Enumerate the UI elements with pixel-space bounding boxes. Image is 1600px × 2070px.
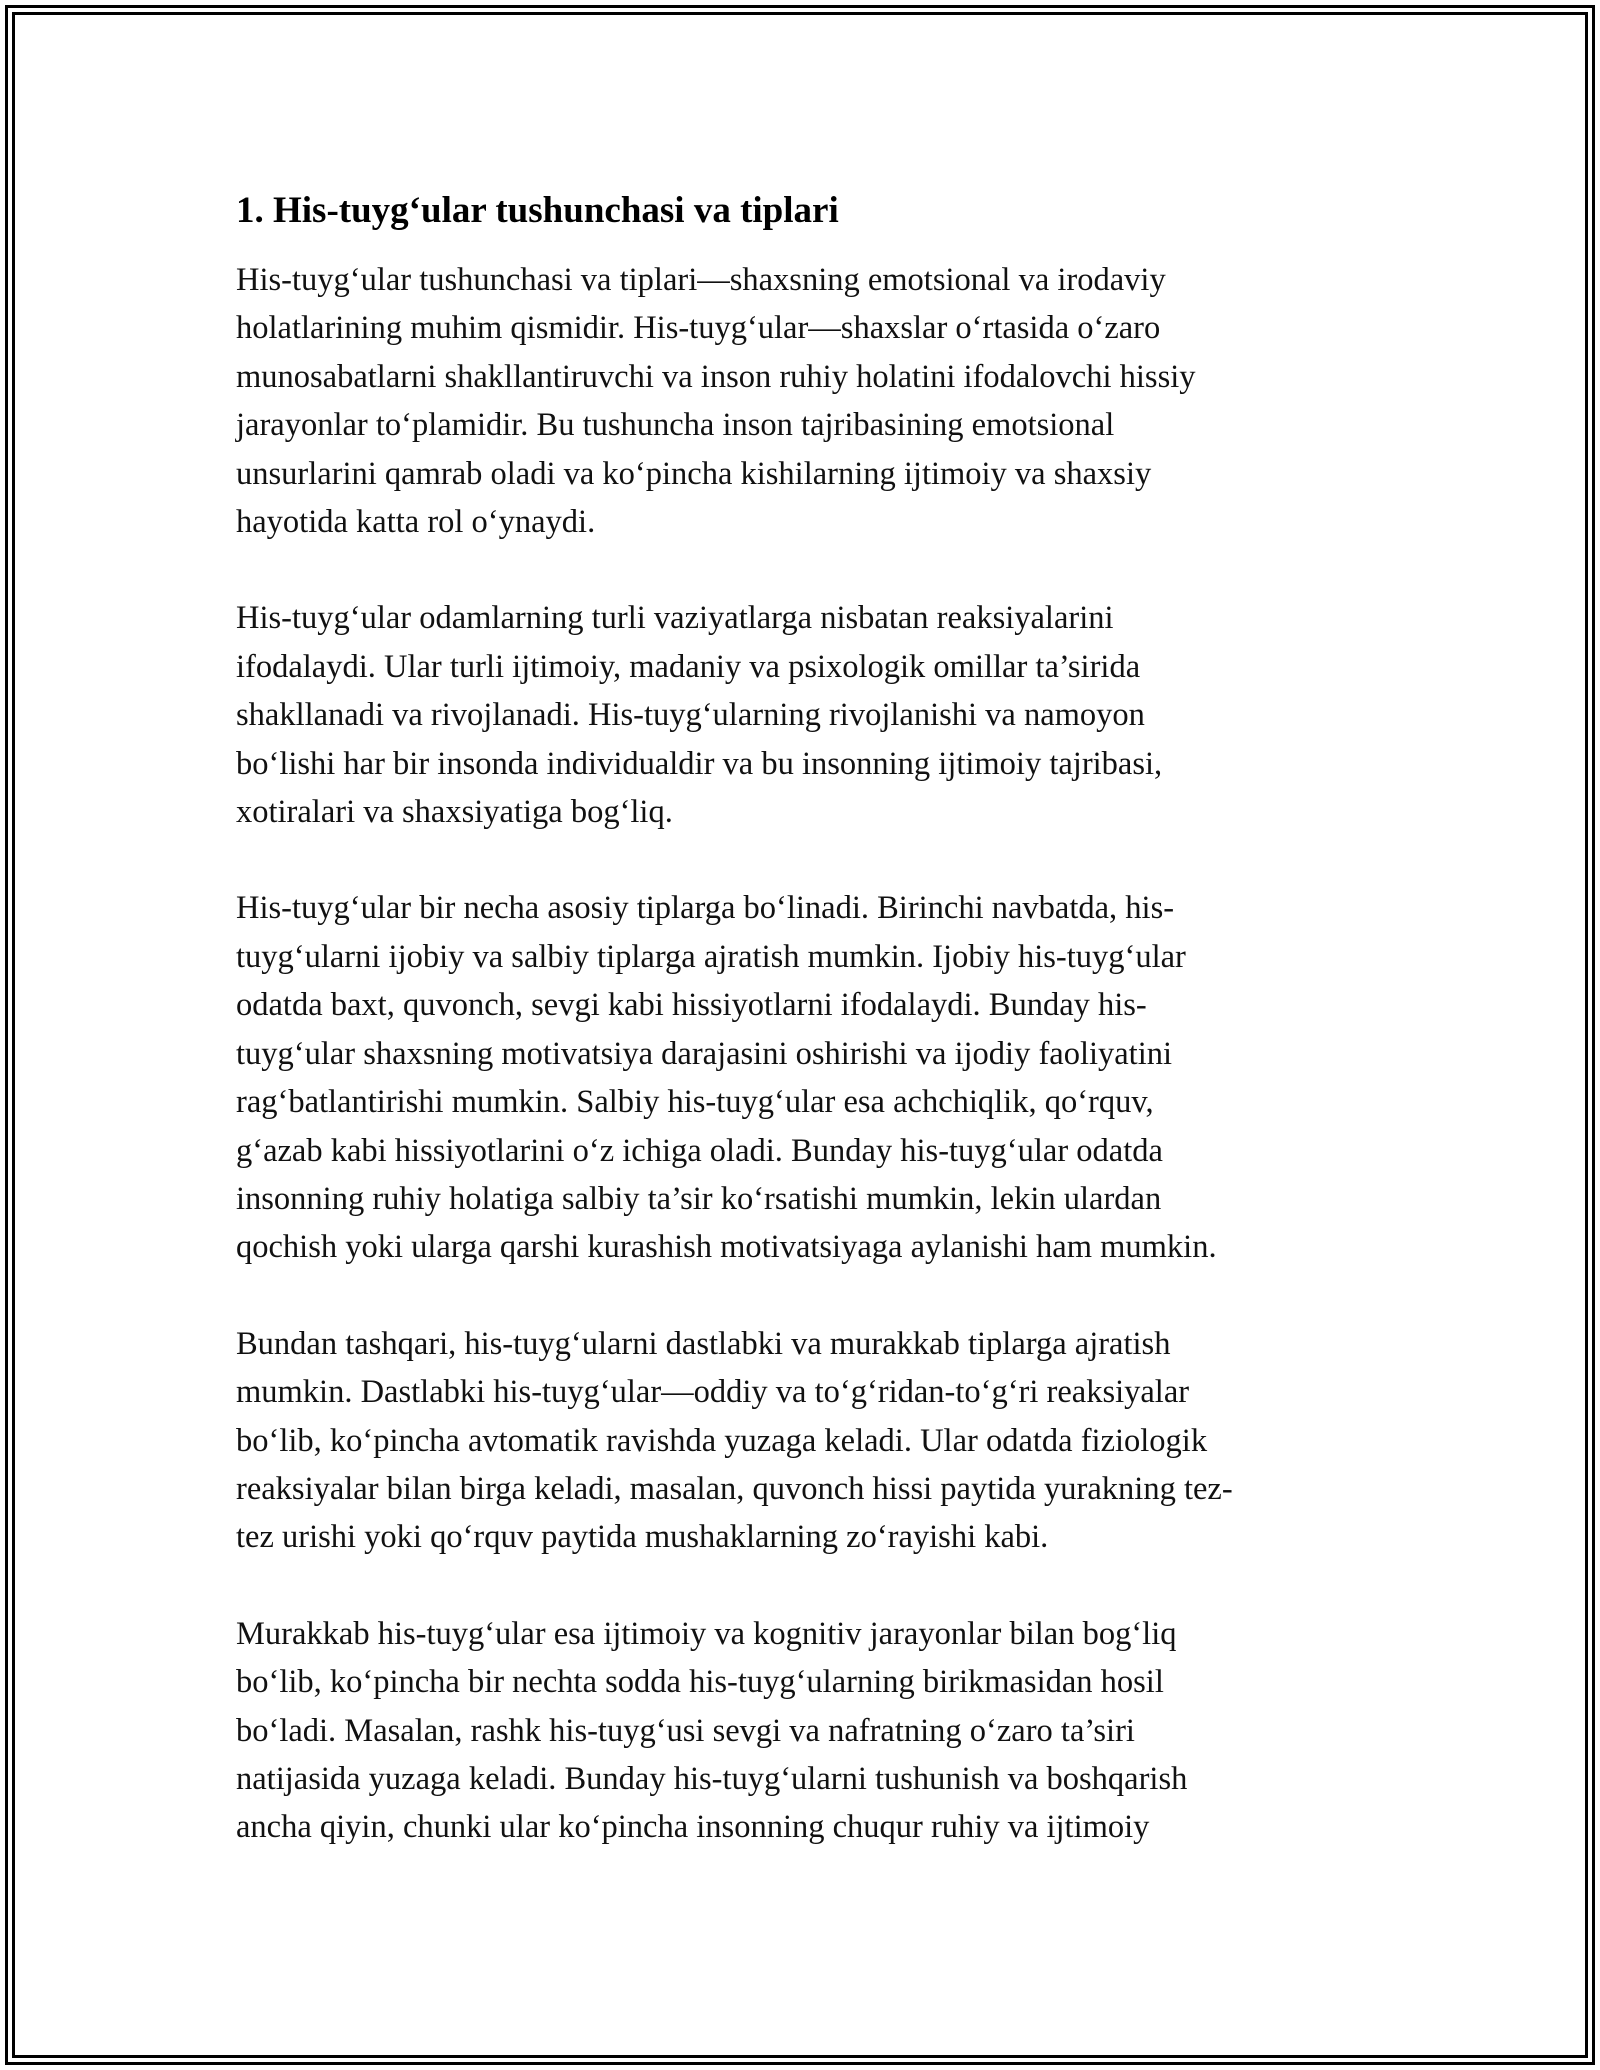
text-line: xotiralari va shaxsiyatiga bog‘liq. [236,794,673,831]
paragraph-2 [236,594,1366,836]
text-line: unsurlarini qamrab oladi va ko‘pincha kishilarning ijtimoiy va shaxsiy [236,455,1152,492]
text-line: g‘azab kabi hissiyotlarini o‘z ichiga oladi. Bunday his-tuyg‘ular odatda [236,1132,1163,1169]
text-line: tuyg‘ular shaxsning motivatsiya darajasini oshirishi va ijodiy faoliyatini [236,1035,1173,1072]
text-line: jarayonlar to‘plamidir. Bu tushuncha inson tajribasining emotsional [236,407,1115,444]
section-heading: 1. His-tuyg‘ular tushunchasi va tiplari [236,190,839,231]
paragraph-1 [236,256,1366,546]
text-line: shakllanadi va rivojlanadi. His-tuyg‘ularning rivojlanishi va namoyon [236,697,1145,734]
text-line: insonning ruhiy holatiga salbiy ta’sir ko‘rsatishi mumkin, lekin ulardan [236,1180,1162,1217]
text-line: ancha qiyin, chunki ular ko‘pincha insonning chuqur ruhiy va ijtimoiy [236,1809,1150,1846]
text-line: tez urishi yoki qo‘rquv paytida mushaklarning zo‘rayishi kabi. [236,1519,1049,1556]
text-line: holatlarining muhim qismidir. His-tuyg‘ular—shaxslar o‘rtasida o‘zaro [236,310,1161,347]
text-line: His-tuyg‘ular tushunchasi va tiplari—shaxsning emotsional va irodaviy [236,262,1166,298]
text-line: rag‘batlantirishi mumkin. Salbiy his-tuyg‘ular esa achchiqlik, qo‘rquv, [236,1084,1154,1121]
text-line: His-tuyg‘ular bir necha asosiy tiplarga bo‘linadi. Birinchi navbatda, his- [236,890,1175,927]
text-line: bo‘lib, ko‘pincha avtomatik ravishda yuzaga keladi. Ular odatda fiziologik [236,1422,1208,1459]
text-line: mumkin. Dastlabki his-tuyg‘ular—oddiy va to‘g‘ridan-to‘g‘ri reaksiyalar [236,1374,1190,1411]
text-line: munosabatlarni shakllantiruvchi va inson ruhiy holatini ifodalovchi hissiy [236,358,1196,395]
text-line: Murakkab his-tuyg‘ular esa ijtimoiy va kognitiv jarayonlar bilan bog‘liq [236,1615,1177,1652]
text-line: odatda baxt, quvonch, sevgi kabi hissiyotlarni ifodalaydi. Bunday his- [236,987,1147,1024]
text-line: ifodalaydi. Ular turli ijtimoiy, madaniy va psixologik omillar ta’sirida [236,648,1141,685]
paragraph-4 [236,1320,1366,1562]
text-line: reaksiyalar bilan birga keladi, masalan, quvonch hissi paytida yurakning tez- [236,1470,1233,1507]
text-line: hayotida katta rol o‘ynaydi. [236,504,596,541]
text-line: bo‘lib, ko‘pincha bir nechta sodda his-tuyg‘ularning birikmasidan hosil [236,1664,1164,1701]
paragraph-5 [236,1610,1366,1852]
paragraph-3 [236,884,1366,1271]
text-line: Bundan tashqari, his-tuyg‘ularni dastlabki va murakkab tiplarga ajratish [236,1325,1171,1362]
text-line: natijasida yuzaga keladi. Bunday his-tuyg‘ularni tushunish va boshqarish [236,1760,1188,1797]
text-line: bo‘ladi. Masalan, rashk his-tuyg‘usi sevgi va nafratning o‘zaro ta’siri [236,1712,1135,1749]
document-body [236,186,1366,1900]
text-line: bo‘lishi har bir insonda individualdir va bu insonning ijtimoiy tajribasi, [236,745,1163,782]
text-line: tuyg‘ularni ijobiy va salbiy tiplarga ajratish mumkin. Ijobiy his-tuyg‘ular [236,938,1186,975]
text-line: His-tuyg‘ular odamlarning turli vaziyatlarga nisbatan reaksiyalarini [236,600,1114,637]
text-line: qochish yoki ularga qarshi kurashish motivatsiyaga aylanishi ham mumkin. [236,1229,1217,1266]
